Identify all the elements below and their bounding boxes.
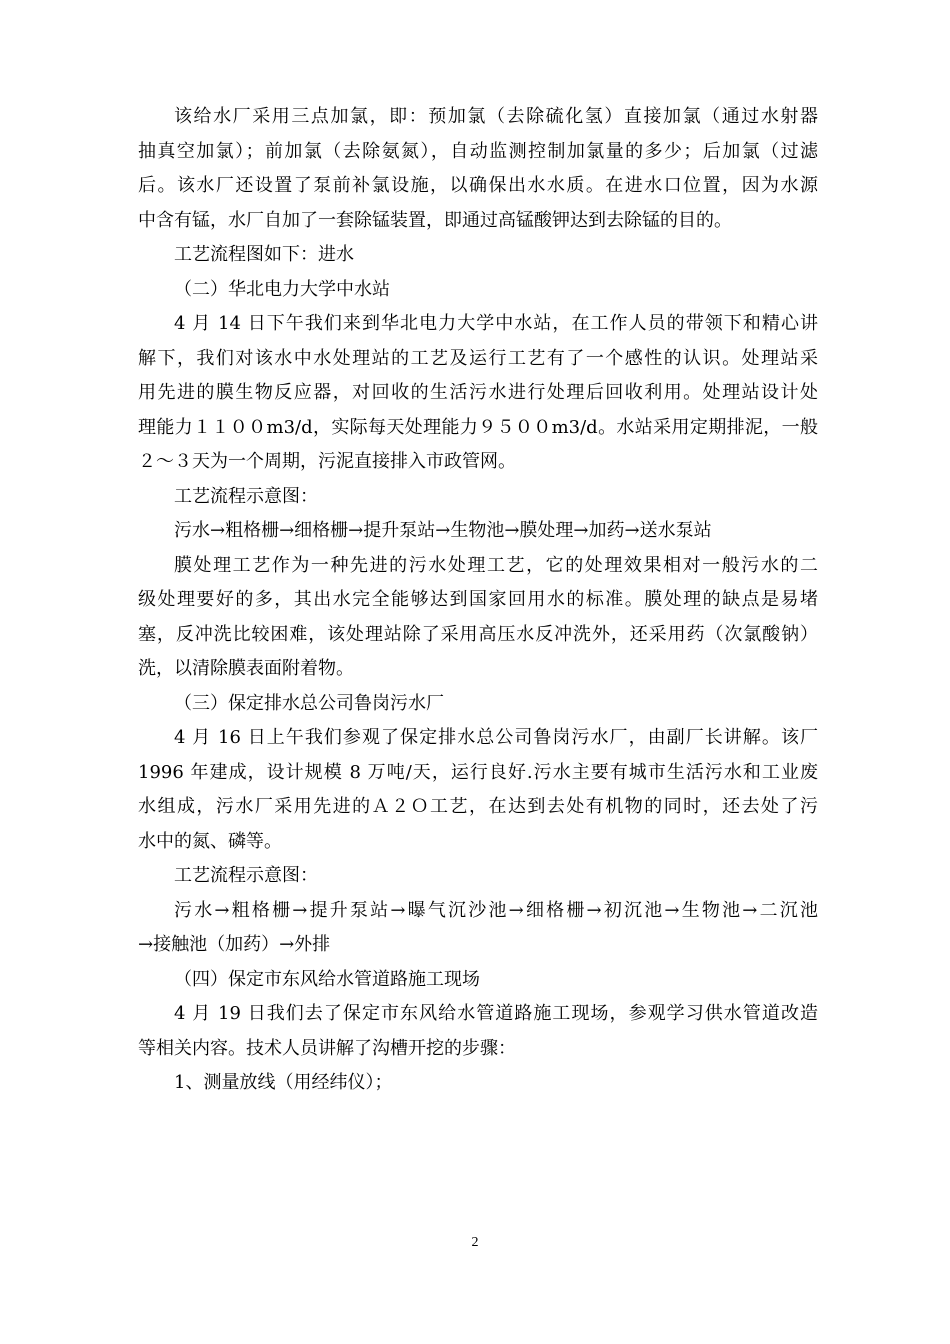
paragraph-line: 洗，以清除膜表面附着物。 (138, 658, 354, 679)
list-item: 1、测量放线（用经纬仪）； (174, 1072, 393, 1093)
page-number: 2 (471, 1235, 479, 1250)
paragraph-line: 工艺流程示意图： (174, 865, 318, 886)
paragraph-line: 水中的氮、磷等。 (138, 830, 282, 852)
paragraph-line: 抽真空加氯）；前加氯（去除氨氮），自动监测控制加氯量的多少；后加氯（过滤 (138, 140, 818, 162)
paragraph-line: 后。该水厂还设置了泵前补氯设施，以确保出水水质。在进水口位置，因为水源 (138, 175, 818, 196)
paragraph-line: 工艺流程图如下：进水 (174, 244, 354, 265)
paragraph-line: 4 月 16 日上午我们参观了保定排水总公司鲁岗污水厂，由副厂长讲解。该厂 (174, 727, 818, 748)
paragraph-line: 理能力１１００m3/d，实际每天处理能力９５００m3/d。水站采用定期排泥，一般 (138, 416, 818, 438)
section-heading: （二）华北电力大学中水站 (174, 278, 390, 300)
process-flow-line: 污水→粗格栅→提升泵站→曝气沉沙池→细格栅→初沉池→生物池→二沉池 (174, 899, 818, 921)
paragraph-line: ２～３天为一个周期，污泥直接排入市政管网。 (138, 451, 516, 472)
section-heading: （三）保定排水总公司鲁岗污水厂 (174, 692, 444, 714)
paragraph-line: 解下，我们对该水中水处理站的工艺及运行工艺有了一个感性的认识。处理站采 (138, 347, 818, 369)
paragraph-line: 塞，反冲洗比较困难，该处理站除了采用高压水反冲洗外，还采用药（次氯酸钠） (138, 623, 818, 645)
paragraph-line: 中含有锰，水厂自加了一套除锰装置，即通过高锰酸钾达到去除锰的目的。 (138, 209, 732, 231)
paragraph-line: 4 月 14 日下午我们来到华北电力大学中水站，在工作人员的带领下和精心讲 (174, 313, 818, 334)
paragraph-line: 级处理要好的多，其出水完全能够达到国家回用水的标准。膜处理的缺点是易堵 (138, 589, 818, 610)
section-heading: （四）保定市东风给水管道路施工现场 (174, 968, 480, 990)
paragraph-line: 用先进的膜生物反应器，对回收的生活污水进行处理后回收利用。处理站设计处 (138, 382, 818, 403)
process-flow-line: →接触池（加药）→外排 (138, 934, 331, 955)
paragraph-line: 等相关内容。技术人员讲解了沟槽开挖的步骤： (138, 1037, 516, 1059)
paragraph-line: 4 月 19 日我们去了保定市东风给水管道路施工现场，参观学习供水管道改造 (174, 1003, 818, 1024)
paragraph-line: 膜处理工艺作为一种先进的污水处理工艺，它的处理效果相对一般污水的二 (174, 554, 818, 576)
paragraph-line: 水组成，污水厂采用先进的Ａ２Ｏ工艺，在达到去处有机物的同时，还去处了污 (138, 796, 818, 817)
body-text (138, 100, 818, 1101)
process-flow-line: 污水→粗格栅→细格栅→提升泵站→生物池→膜处理→加药→送水泵站 (174, 520, 712, 541)
paragraph-line: 该给水厂采用三点加氯，即：预加氯（去除硫化氢）直接加氯（通过水射器 (174, 106, 818, 127)
paragraph-line: 1996 年建成，设计规模 8 万吨/天，运行良好.污水主要有城市生活污水和工业废 (138, 761, 818, 783)
paragraph-line: 工艺流程示意图： (174, 485, 318, 507)
